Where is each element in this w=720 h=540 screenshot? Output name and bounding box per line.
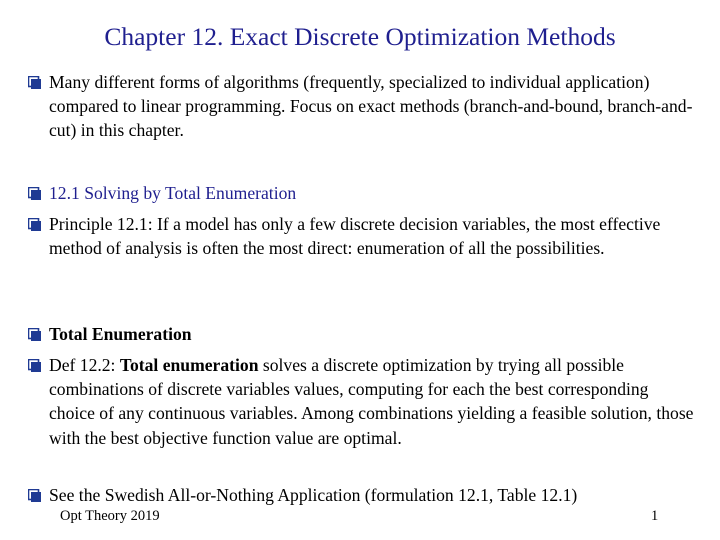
- bullet-section-12-1: [28, 181, 696, 205]
- definition-term: Total enumeration: [119, 355, 259, 375]
- bullet-swedish-application: [28, 483, 696, 507]
- bullet-text: Many different forms of algorithms (frequently, specialized to individual application) compared to linear programming. Focus on exact methods (branch-and-bound, branch-and-cut) in this chapter.: [49, 72, 693, 141]
- bullet-text: Principle 12.1: If a model has only a few discrete decision variables, the most effective method of analysis is often the most direct: enumeration of all the possibilities.: [49, 214, 661, 259]
- definition-prefix: Def 12.2:: [49, 355, 120, 375]
- bullet-definition-12-2: [28, 353, 696, 450]
- footer-course-label: Opt Theory 2019: [60, 508, 160, 524]
- page-number: 1: [651, 508, 659, 524]
- checkbox-bullet-icon: [28, 76, 41, 89]
- slide-title: Chapter 12. Exact Discrete Optimization Methods: [104, 22, 616, 51]
- bullet-text: Total Enumeration: [49, 324, 192, 344]
- bullet-text: See the Swedish All-or-Nothing Application (formulation 12.1, Table 12.1): [49, 485, 578, 505]
- bullet-intro: [28, 70, 696, 143]
- bullet-text: 12.1 Solving by Total Enumeration: [49, 183, 297, 203]
- checkbox-bullet-icon: [28, 489, 41, 502]
- checkbox-bullet-icon: [28, 218, 41, 231]
- bullet-text: [28, 353, 696, 450]
- bullet-principle-12-1: [28, 212, 696, 260]
- checkbox-bullet-icon: [28, 328, 41, 341]
- checkbox-bullet-icon: [28, 187, 41, 200]
- definition-body: solves a discrete optimization by trying all possible combinations of discrete variables values, computing for each the best corresponding choice of any continuous variables. Among combinations yielding a feasible solution, those with the best objective function value are optimal.: [49, 355, 694, 448]
- checkbox-bullet-icon: [28, 359, 41, 372]
- bullet-total-enumeration-heading: [28, 322, 696, 346]
